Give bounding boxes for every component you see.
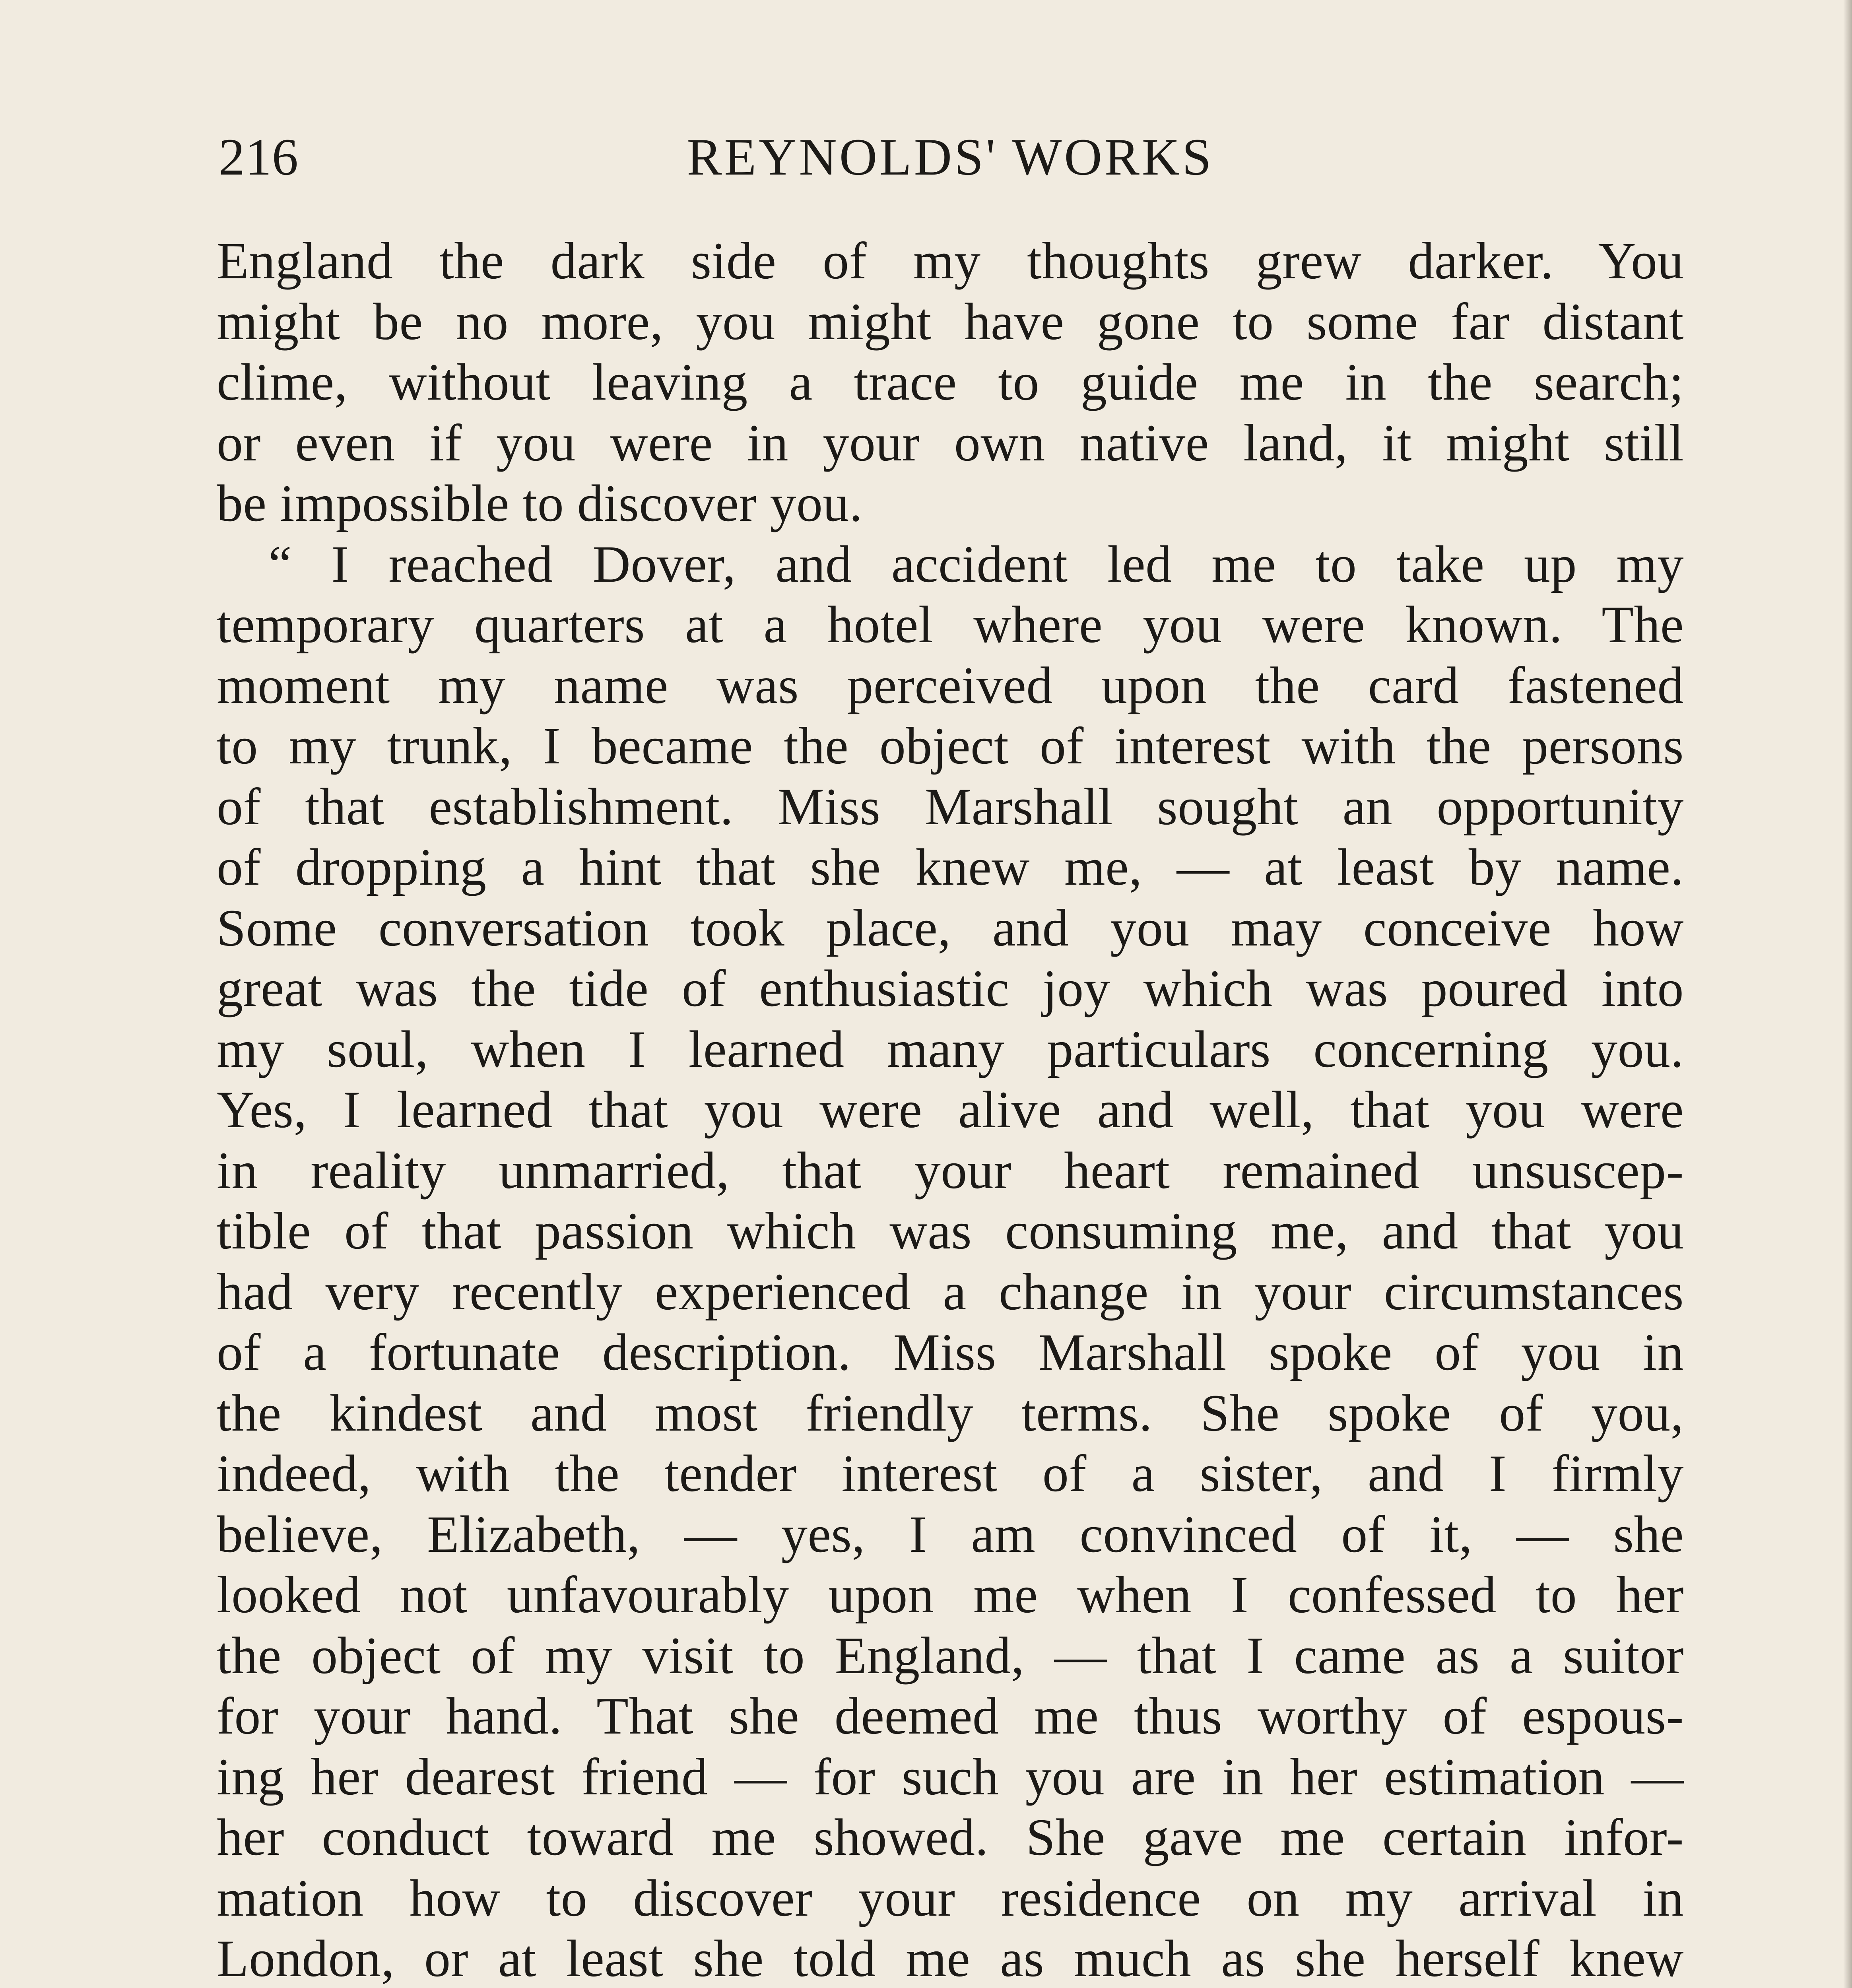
text-line: moment my name was perceived upon the card fastened xyxy=(217,656,1684,714)
text-line: for your hand. That she deemed me thus worthy of espous- xyxy=(217,1687,1684,1745)
text-line: of a fortunate description. Miss Marshall spoke of you in xyxy=(217,1323,1684,1381)
page-edge-shadow xyxy=(1843,0,1852,1988)
body-text xyxy=(217,231,1684,1988)
text-line: looked not unfavourably upon me when I confessed to her xyxy=(217,1565,1684,1624)
text-line: in reality unmarried, that your heart remained unsuscep- xyxy=(217,1141,1684,1200)
text-line: great was the tide of enthusiastic joy which was poured into xyxy=(217,959,1684,1017)
text-line: England the dark side of my thoughts grew darker. You xyxy=(217,231,1684,290)
text-line: of dropping a hint that she knew me, — at least by name. xyxy=(217,838,1684,896)
text-line: or even if you were in your own native land, it might still xyxy=(217,413,1684,472)
text-line: Yes, I learned that you were alive and well, that you were xyxy=(217,1080,1684,1139)
text-line: London, or at least she told me as much as she herself knew xyxy=(217,1929,1684,1988)
text-line: the object of my visit to England, — that I came as a suitor xyxy=(217,1626,1684,1685)
text-line: to my trunk, I became the object of interest with the persons xyxy=(217,716,1684,775)
text-line: tible of that passion which was consuming me, and that you xyxy=(217,1202,1684,1260)
text-line: mation how to discover your residence on my arrival in xyxy=(217,1868,1684,1927)
text-line: believe, Elizabeth, — yes, I am convinced of it, — she xyxy=(217,1505,1684,1563)
text-line: clime, without leaving a trace to guide me in the search; xyxy=(217,353,1684,411)
text-line: might be no more, you might have gone to some far distant xyxy=(217,292,1684,351)
running-head: REYNOLDS' WORKS xyxy=(687,128,1214,186)
text-line: of that establishment. Miss Marshall sought an opportunity xyxy=(217,777,1684,836)
page-header xyxy=(219,119,1682,199)
text-line: Some conversation took place, and you may conceive how xyxy=(217,898,1684,957)
text-line: temporary quarters at a hotel where you were known. The xyxy=(217,595,1684,654)
text-line: ing her dearest friend — for such you are in her estimation — xyxy=(217,1747,1684,1806)
text-line: her conduct toward me showed. She gave me certain infor- xyxy=(217,1808,1684,1866)
text-line: had very recently experienced a change in your circumstances xyxy=(217,1262,1684,1321)
text-line: be impossible to discover you. xyxy=(217,474,863,532)
text-line: indeed, with the tender interest of a sister, and I firmly xyxy=(217,1444,1684,1503)
text-line: the kindest and most friendly terms. She spoke of you, xyxy=(217,1383,1684,1442)
text-line: “ I reached Dover, and accident led me to take up my xyxy=(268,534,1684,593)
page-number: 216 xyxy=(219,128,299,186)
text-line: my soul, when I learned many particulars concerning you. xyxy=(217,1019,1684,1078)
